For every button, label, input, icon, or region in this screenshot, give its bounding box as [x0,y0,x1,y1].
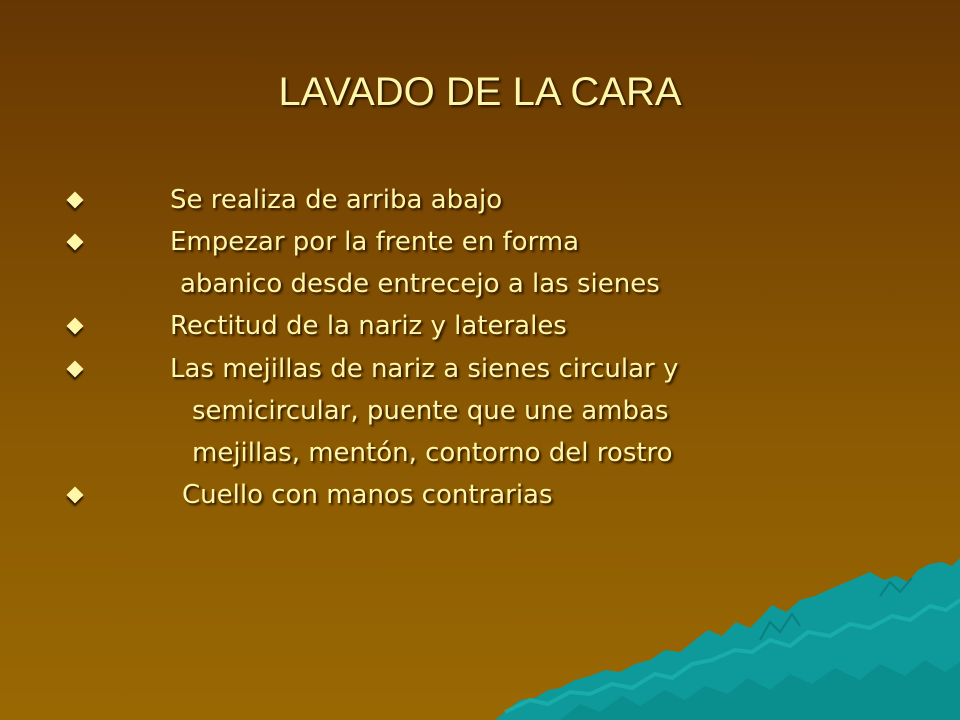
bullet-text: Cuello con manos contrarias [182,480,553,510]
continuation-text: mejillas, mentón, contorno del rostro [192,438,673,468]
bullet-item [0,349,960,389]
bullet-item [0,475,960,515]
continuation-line [0,264,960,304]
diamond-bullet-icon [67,318,84,335]
diamond-bullet-icon [67,192,84,209]
diamond-bullet-icon [67,234,84,251]
bullet-item [0,180,960,220]
bullet-text: Empezar por la frente en forma [170,227,580,257]
continuation-text: abanico desde entrecejo a las sienes [180,269,660,299]
diamond-bullet-icon [67,487,84,504]
bullet-text: Las mejillas de nariz a sienes circular y [170,354,679,384]
continuation-line [0,433,960,473]
bullet-text: Rectitud de la nariz y laterales [170,311,567,341]
bullet-item [0,222,960,262]
slide-title: LAVADO DE LA CARA [278,70,682,114]
bullet-item [0,306,960,346]
continuation-line [0,391,960,431]
diamond-bullet-icon [67,361,84,378]
continuation-text: semicircular, puente que une ambas [192,396,669,426]
bullet-text: Se realiza de arriba abajo [170,185,503,215]
